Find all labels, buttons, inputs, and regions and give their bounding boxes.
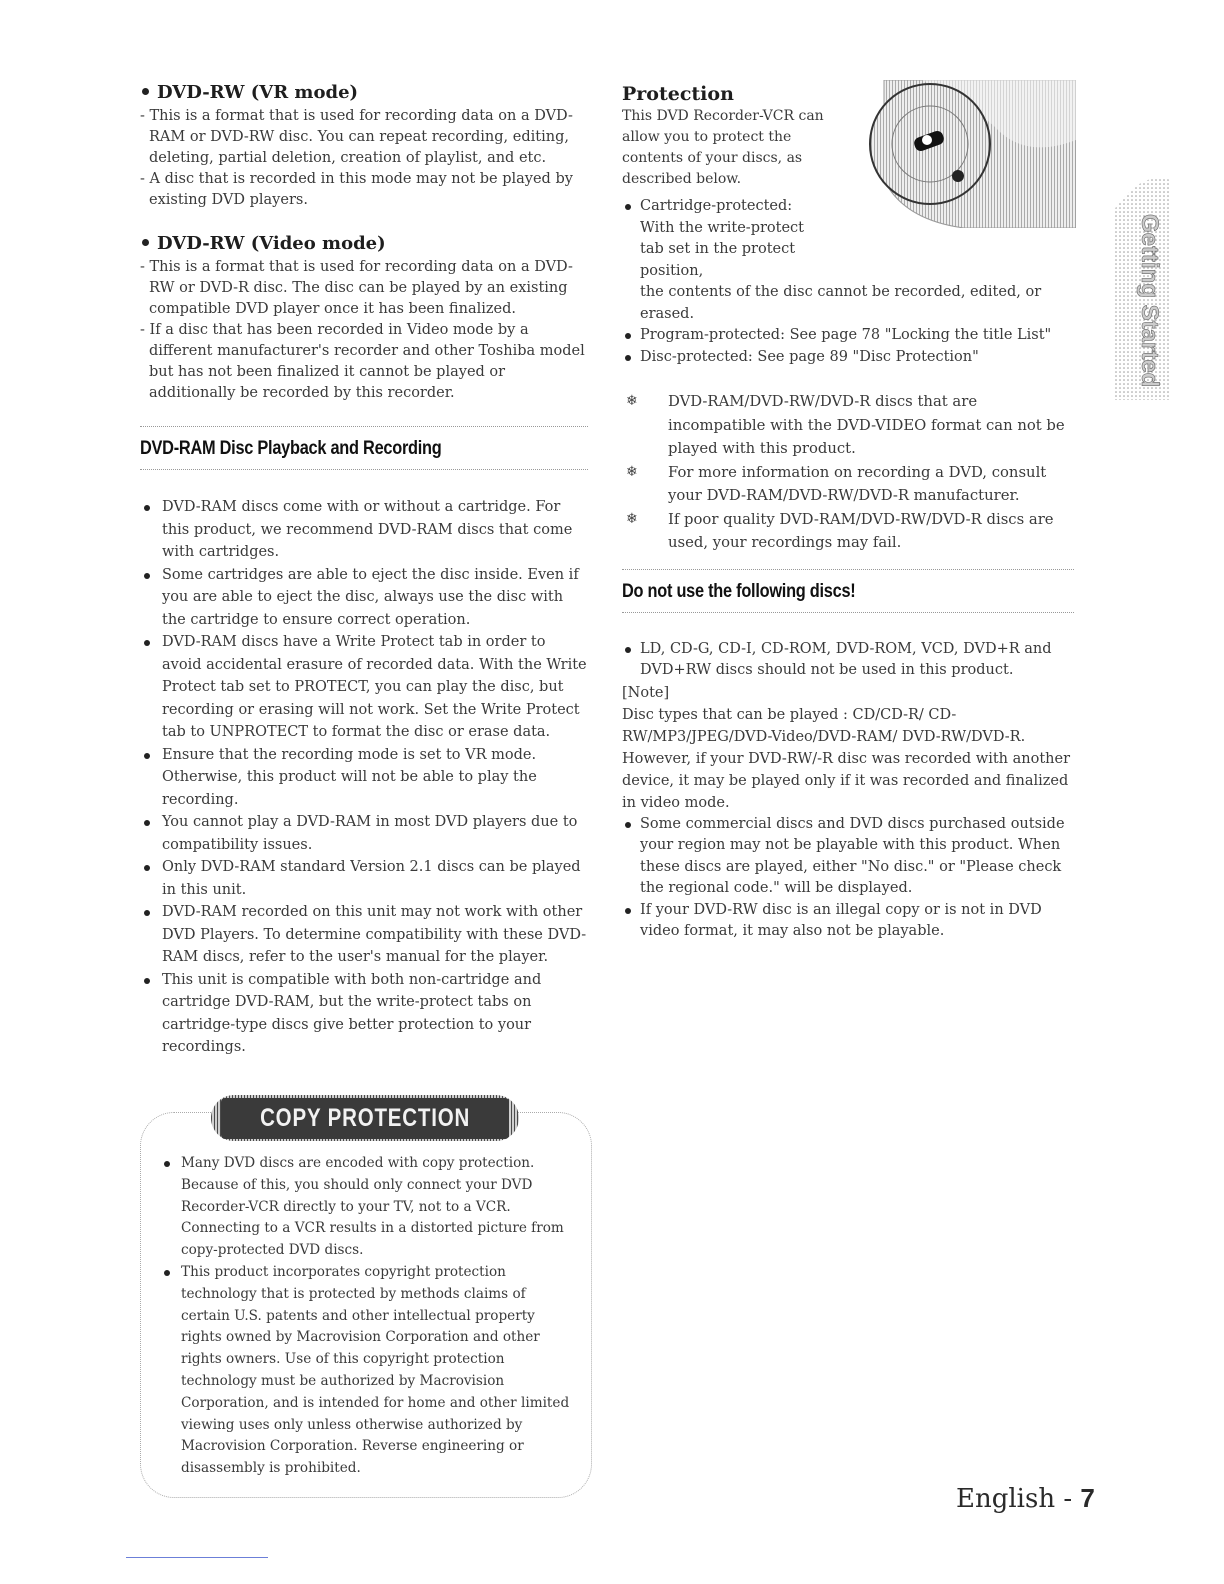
note-text: Disc types that can be played : CD/CD-R/ CD-RW/MP3/JPEG/DVD-Video/DVD-RAM/ DVD-RW/DVD-R. However, if your DVD-RW/-R disc was recorded with another device, it may be played only if it was recorded and finalized in video mode.: [622, 706, 1071, 811]
list-item: ❄ For more information on recording a DVD, consult your DVD-RAM/DVD-RW/DVD-R manufacturer.: [622, 461, 1074, 508]
divider: [126, 1557, 268, 1558]
list-item: DVD-RAM discs have a Write Protect tab in order to avoid accidental erasure of recorded data. With the Write Protect tab set to PROTECT, you can play the disc, but recording or erasing will not work. Set the Write Protect tab to UNPROTECT to format the disc or erase data.: [140, 631, 588, 744]
copy-protection-box: [140, 1103, 592, 1498]
list-item: DVD-RAM discs come with or without a cartridge. For this product, we recommend DVD-RAM discs that come with cartridges.: [140, 496, 588, 564]
list-item: Only DVD-RAM standard Version 2.1 discs can be played in this unit.: [140, 856, 588, 901]
list-item: Many DVD discs are encoded with copy protection. Because of this, you should only connect your DVD Recorder-VCR directly to your TV, not to a VCR. Connecting to a VCR results in a distorted picture from copy-protected DVD discs.: [159, 1153, 577, 1262]
snowflake-icon: ❄: [626, 393, 638, 409]
do-not-use-list: [622, 639, 1074, 682]
list-item: ❄ If poor quality DVD-RAM/DVD-RW/DVD-R discs are used, your recordings may fail.: [622, 508, 1074, 555]
list-item: - If a disc that has been recorded in Video mode by a different manufacturer's recorder and other Toshiba model but has not been finalized it cannot be played or additionally be recorded by this recorder.: [140, 322, 585, 401]
do-not-use-section-header: [622, 569, 1074, 613]
language-label: English -: [956, 1484, 1073, 1514]
getting-started-side-tab: [1114, 170, 1170, 400]
dvd-ram-bullets: [140, 496, 588, 1059]
left-column: [140, 82, 588, 1059]
bullet-icon: [142, 239, 149, 246]
copy-protection-banner: [211, 1095, 519, 1141]
list-item: Some cartridges are able to eject the disc inside. Even if you are able to eject the disc, always use the disc with the cartridge to ensure correct operation.: [140, 564, 588, 632]
protection-intro: This DVD Recorder-VCR can allow you to protect the contents of your discs, as described below.: [622, 108, 824, 187]
copy-protection-list: [159, 1153, 577, 1480]
page-number: [956, 1483, 1095, 1514]
cartridge-protected-text-rest: the contents of the disc cannot be recorded, edited, or erased.: [640, 284, 1042, 322]
page-number-value: 7: [1080, 1483, 1095, 1513]
section-title: DVD-RAM Disc Playback and Recording: [140, 438, 442, 459]
dvd-rw-video-list: [140, 257, 588, 404]
side-tab-label: Getting Started: [1136, 214, 1163, 388]
list-item: - This is a format that is used for recording data on a DVD-RW or DVD-R disc. The disc can be played by an existing compatible DVD player once it has been finalized.: [140, 259, 573, 317]
dvd-rw-video-heading: DVD-RW (Video mode): [140, 233, 588, 255]
list-item: Disc-protected: See page 89 "Disc Protection": [622, 347, 1074, 369]
list-item: DVD-RAM recorded on this unit may not work with other DVD Players. To determine compatibility with these DVD-RAM discs, refer to the user's manual for the player.: [140, 901, 588, 969]
copy-protection-title: COPY PROTECTION: [259, 1103, 471, 1132]
list-item: Some commercial discs and DVD discs purchased outside your region may not be playable with this product. When these discs are played, either "No disc." or "Please check the regional code." will be displayed.: [622, 814, 1074, 900]
protection-title: Protection: [622, 83, 734, 105]
list-item: If your DVD-RW disc is an illegal copy or is not in DVD video format, it may also not be playable.: [622, 900, 1074, 943]
snowflake-icon: ❄: [626, 510, 638, 527]
note-label: [Note]: [622, 684, 670, 701]
section-title: Do not use the following discs!: [622, 580, 856, 602]
notes-list: [622, 390, 1074, 555]
list-item: This unit is compatible with both non-cartridge and cartridge DVD-RAM, but the write-protect tabs on cartridge-type discs give better protection to your recordings.: [140, 969, 588, 1059]
protection-list: [622, 196, 1074, 368]
protection-section: [622, 82, 1074, 368]
snowflake-icon: ❄: [626, 463, 638, 480]
list-item: - A disc that is recorded in this mode may not be played by existing DVD players.: [140, 171, 573, 208]
dvd-rw-vr-heading: DVD-RW (VR mode): [140, 82, 588, 104]
list-item: Program-protected: See page 78 "Locking the title List": [622, 325, 1074, 347]
cartridge-protected-text: With the write-protect tab set in the protect position,: [640, 219, 805, 279]
right-column: [622, 82, 1074, 943]
dvd-rw-vr-list: [140, 106, 588, 211]
list-item: [622, 196, 1074, 325]
cartridge-protected-label: Cartridge-protected:: [640, 198, 793, 214]
list-item: LD, CD-G, CD-I, CD-ROM, DVD-ROM, VCD, DVD+R and DVD+RW discs should not be used in this product.: [622, 639, 1074, 682]
list-item: ❄ DVD-RAM/DVD-RW/DVD-R discs that are incompatible with the DVD-VIDEO format can not be played with this product.: [622, 390, 1074, 461]
list-item: Ensure that the recording mode is set to VR mode. Otherwise, this product will not be able to play the recording.: [140, 744, 588, 812]
bullet-icon: [142, 88, 149, 95]
do-not-use-extra-list: [622, 814, 1074, 943]
list-item: This product incorporates copyright protection technology that is protected by methods claims of certain U.S. patents and other intellectual property rights owned by Macrovision Corporation and other rights owners. Use of this copyright protection technology must be authorized by Macrovision Corporation, and is intended for home and other limited viewing uses only unless otherwise authorized by Macrovision Corporation. Reverse engineering or disassembly is prohibited.: [159, 1262, 577, 1480]
dvd-ram-section-header: [140, 426, 588, 470]
list-item: - This is a format that is used for recording data on a DVD-RAM or DVD-RW disc. You can repeat recording, editing, deleting, partial deletion, creation of playlist, and etc.: [140, 108, 573, 166]
copy-protection-title-plate: [221, 1098, 509, 1139]
list-item: You cannot play a DVD-RAM in most DVD players due to compatibility issues.: [140, 811, 588, 856]
